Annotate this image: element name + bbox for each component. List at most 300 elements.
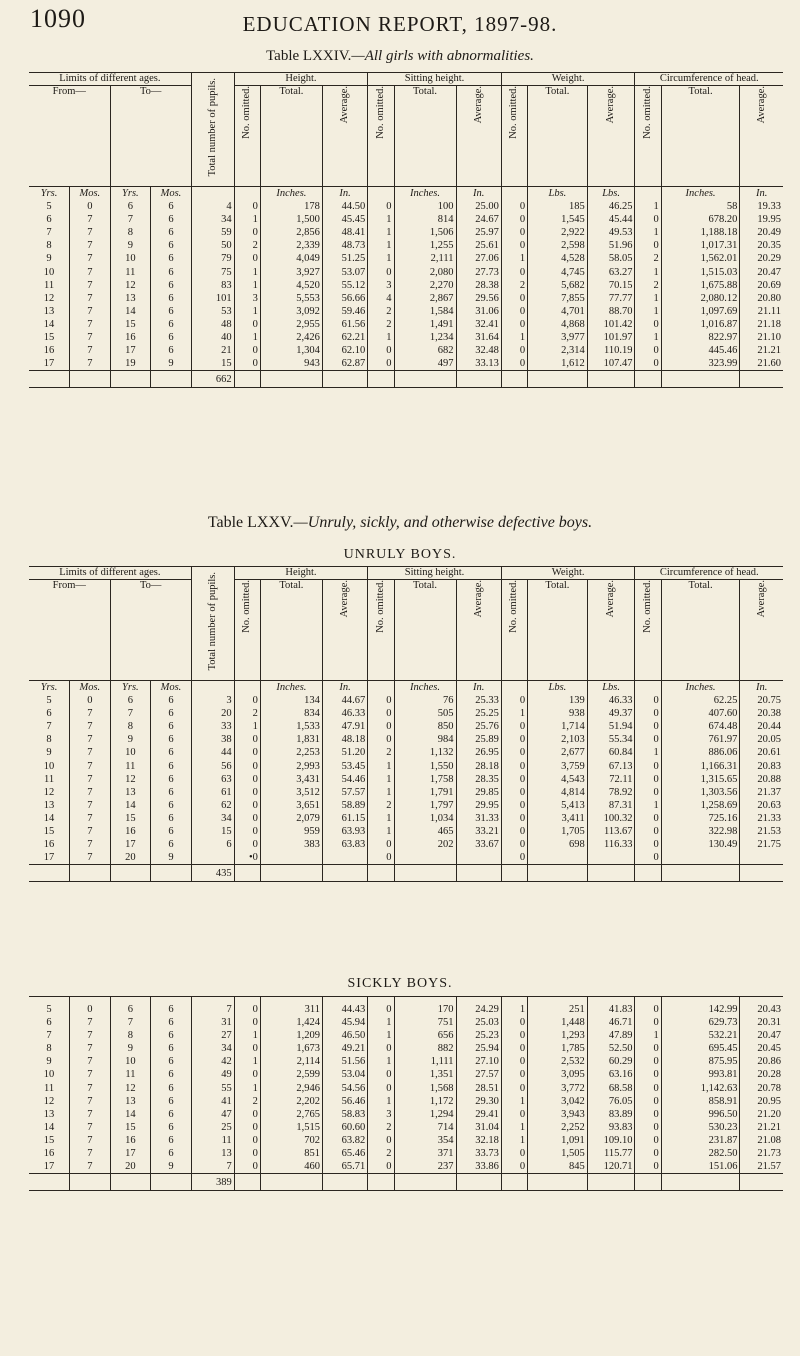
table-cell: 10 [43, 1069, 55, 1081]
table-cell: 5,413 [528, 799, 588, 812]
table-cell: 1,785 [528, 1042, 588, 1055]
table-cell: 48.18 [322, 733, 367, 746]
table-cell: 33.86 [456, 1160, 501, 1174]
table-cell: 25.94 [456, 1042, 501, 1055]
table-cell: 93.83 [587, 1121, 635, 1134]
table-cell: 6 [151, 720, 192, 733]
table-cell: 65.71 [322, 1160, 367, 1174]
table-cell: 1 [368, 786, 394, 799]
table-cell: 1 [501, 707, 527, 720]
table-cell: 58.89 [322, 799, 367, 812]
table-cell: 0 [635, 1042, 661, 1055]
table-cell: 0 [368, 1160, 394, 1174]
table-row [29, 1003, 783, 1016]
table-cell: 48.41 [322, 226, 367, 239]
table-cell: 2,993 [260, 760, 322, 773]
table-cell: 21.37 [740, 786, 783, 799]
table-cell: 20 [191, 707, 234, 720]
table-row [29, 239, 783, 252]
table-cell: 4,814 [528, 786, 588, 799]
table-cell: 0 [368, 1082, 394, 1095]
table-cell: 1,209 [260, 1029, 322, 1042]
table-cell: 0 [501, 694, 527, 707]
table-cell: 7 [70, 733, 111, 746]
table-cell: 0 [501, 1147, 527, 1160]
table-cell: 25.25 [456, 707, 501, 720]
table-cell: 24.29 [456, 1003, 501, 1016]
table-cell: 51.20 [322, 746, 367, 759]
table-cell: 2,867 [394, 292, 456, 305]
table-cell: 20.31 [740, 1016, 783, 1029]
table-cell: 87.31 [587, 799, 635, 812]
table-cell: 6 [151, 1068, 192, 1081]
table-cell: 0 [635, 239, 661, 252]
table-cell [29, 1174, 70, 1191]
table-cell: 0 [501, 1082, 527, 1095]
table-cell: 0 [635, 720, 661, 733]
table-cell: 1,315.65 [661, 773, 740, 786]
table-row [29, 200, 783, 213]
table-cell: 1,584 [394, 305, 456, 318]
table-cell: 2 [501, 279, 527, 292]
table-cell: 33.67 [456, 838, 501, 851]
total-row [29, 1174, 783, 1191]
table-cell: 0 [635, 707, 661, 720]
table-cell [70, 865, 111, 882]
table-cell: 20.88 [740, 773, 783, 786]
table-cell: 21.20 [740, 1108, 783, 1121]
table-cell: 1,831 [260, 733, 322, 746]
table-cell: 14 [43, 318, 55, 330]
table-cell: 5 [46, 1004, 52, 1015]
table-cell: 3 [368, 279, 394, 292]
table-cell: 32.41 [456, 318, 501, 331]
table-cell: 12 [43, 786, 55, 798]
table-cell: 46.71 [587, 1016, 635, 1029]
table-row [29, 1095, 783, 1108]
table-cell: 107.47 [587, 357, 635, 371]
unit-label: In. [322, 187, 367, 201]
table-cell [661, 851, 740, 865]
table-cell: 0 [635, 825, 661, 838]
no-omitted-header: No. omitted. [635, 86, 661, 187]
table-cell: 0 [70, 1003, 111, 1016]
table-cell: 3,943 [528, 1108, 588, 1121]
table-cell: 116.33 [587, 838, 635, 851]
table-cell [110, 371, 151, 388]
table-cell: 17 [110, 344, 151, 357]
table-cell: 101.97 [587, 331, 635, 344]
total-header: Total. [661, 86, 740, 187]
table-cell: 45.44 [587, 213, 635, 226]
table-cell: 850 [394, 720, 456, 733]
table-cell: 7 [70, 292, 111, 305]
table-cell: 41 [191, 1095, 234, 1108]
table-cell: 62.25 [661, 694, 740, 707]
total-header: Total. [260, 580, 322, 681]
table-cell: 15 [191, 357, 234, 371]
from-header: From— [29, 580, 110, 681]
table-cell: 11 [110, 760, 151, 773]
table-cell: 1,612 [528, 357, 588, 371]
table-cell: 7 [110, 213, 151, 226]
table-cell: 7 [70, 279, 111, 292]
table-cell: 13 [191, 1147, 234, 1160]
table-cell: 886.06 [661, 746, 740, 759]
table-cell: 6 [151, 1134, 192, 1147]
table-cell [456, 865, 501, 882]
table-cell: 20.78 [740, 1082, 783, 1095]
table-cell [587, 371, 635, 388]
table-cell [661, 1174, 740, 1191]
table-cell: 984 [394, 733, 456, 746]
table-cell [110, 865, 151, 882]
table-cell: 8 [46, 1043, 52, 1055]
table-unruly-boys [29, 566, 783, 882]
no-omitted-header: No. omitted. [234, 580, 260, 681]
table-cell: 10 [110, 252, 151, 265]
unit-label: Inches. [260, 187, 322, 201]
table-cell: 0 [368, 838, 394, 851]
table-cell: 0 [501, 226, 527, 239]
table-cell: 9 [46, 1056, 52, 1068]
table-cell: 996.50 [661, 1108, 740, 1121]
table-cell [635, 1174, 661, 1191]
table-cell: 0 [635, 1134, 661, 1147]
table-cell: 6 [151, 305, 192, 318]
table-cell: 40 [191, 331, 234, 344]
table-cell: 7 [191, 1003, 234, 1016]
unit-label [501, 187, 527, 201]
table-cell: 7 [70, 213, 111, 226]
table-cell: 3,772 [528, 1082, 588, 1095]
table-cell: 0 [368, 266, 394, 279]
table-cell: 0 [635, 1108, 661, 1121]
table-row [29, 344, 783, 357]
table-cell: 1,673 [260, 1042, 322, 1055]
table-cell: 7 [46, 227, 52, 239]
table-cell: 1,142.63 [661, 1082, 740, 1095]
table-cell: 0 [501, 200, 527, 213]
table-row [29, 707, 783, 720]
table-cell: 714 [394, 1121, 456, 1134]
unit-label: Yrs. [110, 681, 151, 695]
to-header: To— [110, 86, 191, 187]
table-cell: 1,758 [394, 773, 456, 786]
table-cell: 6 [151, 799, 192, 812]
table-cell: 814 [394, 213, 456, 226]
table-cell: 1,705 [528, 825, 588, 838]
table-cell: 1,234 [394, 331, 456, 344]
table-cell: 0 [501, 357, 527, 371]
table-row [29, 773, 783, 786]
table-cell: 7 [70, 1121, 111, 1134]
unit-label [191, 187, 234, 201]
table-cell: 1 [368, 331, 394, 344]
total-row [29, 865, 783, 882]
no-omitted-header: No. omitted. [368, 580, 394, 681]
unit-label: In. [456, 681, 501, 695]
table-cell: 151.06 [661, 1160, 740, 1174]
table-cell: 1,111 [394, 1055, 456, 1068]
table-cell: 6 [151, 1055, 192, 1068]
table-cell: 13 [43, 305, 55, 317]
table-cell: 993.81 [661, 1068, 740, 1081]
table-cell: 1,550 [394, 760, 456, 773]
table-cell: 0 [501, 812, 527, 825]
table-cell: 1,255 [394, 239, 456, 252]
unit-label: Lbs. [528, 681, 588, 695]
table-cell: 0 [635, 1082, 661, 1095]
unit-label: Inches. [661, 187, 740, 201]
table-cell: 0 [501, 1055, 527, 1068]
table-cell: 20.28 [740, 1068, 783, 1081]
table-cell: 8 [110, 1029, 151, 1042]
table-cell: 6 [110, 200, 151, 213]
unit-label: Lbs. [587, 681, 635, 695]
table-cell [260, 371, 322, 388]
table-cell: 2,253 [260, 746, 322, 759]
table-cell: 12 [43, 292, 55, 304]
table-cell: 16 [43, 839, 55, 851]
from-header: From— [29, 86, 110, 187]
table-cell: 7 [70, 838, 111, 851]
average-header: Average. [740, 86, 783, 187]
table-cell: 1 [368, 1095, 394, 1108]
table-cell: 7 [70, 1082, 111, 1095]
table-cell: 0 [368, 720, 394, 733]
table-cell: 27 [191, 1029, 234, 1042]
table-cell: 311 [260, 1003, 322, 1016]
table-row [29, 838, 783, 851]
table-cell: 1 [234, 1082, 260, 1095]
table-cell: 20.05 [740, 733, 783, 746]
no-omitted-header: No. omitted. [501, 86, 527, 187]
table-cell: 11 [191, 1134, 234, 1147]
total-pupils-header [191, 73, 234, 187]
table-cell: 6 [110, 1003, 151, 1016]
table-cell: 15 [110, 318, 151, 331]
table-cell: 9 [110, 733, 151, 746]
table-cell: 6 [151, 773, 192, 786]
table-cell: 15 [110, 812, 151, 825]
table-cell: 15 [43, 332, 55, 344]
unit-label: Yrs. [110, 187, 151, 201]
table-cell: 1 [368, 825, 394, 838]
table-cell [635, 865, 661, 882]
table-cell: 46.50 [322, 1029, 367, 1042]
table-cell: 7 [70, 1016, 111, 1029]
table-row [29, 226, 783, 239]
table-row [29, 331, 783, 344]
table-cell [260, 1174, 322, 1191]
table-cell: 13 [110, 786, 151, 799]
table-cell [394, 1174, 456, 1191]
table-cell [29, 371, 70, 388]
table-cell: 33 [191, 720, 234, 733]
table-cell: 134 [260, 694, 322, 707]
table-cell: 1,568 [394, 1082, 456, 1095]
table-cell: 7 [70, 1042, 111, 1055]
table-cell: 0 [368, 1042, 394, 1055]
table-cell: 76 [394, 694, 456, 707]
table1-label: Table LXXIV. [266, 48, 352, 64]
table-cell: 1 [234, 720, 260, 733]
table-cell: 24.67 [456, 213, 501, 226]
table-cell [501, 865, 527, 882]
table-cell: 76.05 [587, 1095, 635, 1108]
table-cell: 51.94 [587, 720, 635, 733]
table-cell: 16 [43, 345, 55, 357]
table-cell: 113.67 [587, 825, 635, 838]
table-cell: 0 [635, 773, 661, 786]
table-cell [368, 371, 394, 388]
table-cell: 0 [234, 733, 260, 746]
table-cell: 0 [635, 851, 661, 865]
table-cell: 1 [234, 1029, 260, 1042]
table-cell: 0 [501, 1016, 527, 1029]
table-cell: 110.19 [587, 344, 635, 357]
table-cell: 4,528 [528, 252, 588, 265]
table-cell: 10 [110, 746, 151, 759]
table-cell: 7 [70, 305, 111, 318]
table-row [29, 1029, 783, 1042]
table-cell: 88.70 [587, 305, 635, 318]
table-cell: 63.16 [587, 1068, 635, 1081]
table-cell: 6 [151, 812, 192, 825]
table-cell: 2,426 [260, 331, 322, 344]
total-header: Total. [260, 86, 322, 187]
table-cell: 0 [368, 200, 394, 213]
table-cell [528, 1174, 588, 1191]
table-cell: 3,927 [260, 266, 322, 279]
table-row [29, 1068, 783, 1081]
table-cell: 0 [501, 266, 527, 279]
table-cell: 19.95 [740, 213, 783, 226]
table-cell: 0 [501, 746, 527, 759]
table-cell: 49.53 [587, 226, 635, 239]
table-cell: 63.82 [322, 1134, 367, 1147]
table-cell: 0 [501, 1068, 527, 1081]
unruly-boys-heading: UNRULY BOYS. [343, 547, 457, 562]
height-header: Height. [234, 567, 368, 580]
table-cell: 12 [110, 279, 151, 292]
unit-label [234, 187, 260, 201]
table-cell: 29.85 [456, 786, 501, 799]
table-cell: •0 [234, 851, 260, 865]
table-cell: 0 [635, 318, 661, 331]
table-cell: 1,506 [394, 226, 456, 239]
table-cell: 25 [191, 1121, 234, 1134]
table-cell: 6 [46, 214, 52, 226]
total-pupils-value: 662 [191, 371, 234, 388]
table-cell: 1 [368, 226, 394, 239]
table-cell: 25.61 [456, 239, 501, 252]
table-cell: 49 [191, 1068, 234, 1081]
table-cell: 32.48 [456, 344, 501, 357]
average-header: Average. [587, 86, 635, 187]
table-cell: 28.18 [456, 760, 501, 773]
table-cell: 21.57 [740, 1160, 783, 1174]
table-cell: 6 [110, 694, 151, 707]
table-cell: 3,431 [260, 773, 322, 786]
table-cell: 938 [528, 707, 588, 720]
table-girls-abnormalities [29, 72, 783, 388]
table-cell [528, 865, 588, 882]
unit-label: Mos. [151, 681, 192, 695]
table-cell: 237 [394, 1160, 456, 1174]
table-cell: 1,515.03 [661, 266, 740, 279]
table-cell: 21.18 [740, 318, 783, 331]
table-cell [501, 371, 527, 388]
table-cell: 282.50 [661, 1147, 740, 1160]
table-cell: 698 [528, 838, 588, 851]
table-cell: 6 [151, 733, 192, 746]
table-cell: 1 [635, 746, 661, 759]
table-cell: 1 [234, 266, 260, 279]
table-cell: 6 [151, 279, 192, 292]
table-cell: 21.21 [740, 1121, 783, 1134]
table-cell: 41.83 [587, 1003, 635, 1016]
table-cell: 7 [70, 786, 111, 799]
limits-header: Limits of different ages. [29, 567, 191, 580]
table-cell: 21.21 [740, 344, 783, 357]
table-cell: 44.50 [322, 200, 367, 213]
table-cell: 185 [528, 200, 588, 213]
table-row [29, 746, 783, 759]
table-row [29, 812, 783, 825]
table-cell: 21.10 [740, 331, 783, 344]
table-cell: 1,166.31 [661, 760, 740, 773]
table-row [29, 357, 783, 371]
table-cell: 31.04 [456, 1121, 501, 1134]
table-cell: 0 [234, 1016, 260, 1029]
table-cell: 2 [368, 746, 394, 759]
table-cell: 11 [110, 266, 151, 279]
table-cell: 1 [368, 1016, 394, 1029]
table-cell: 1,515 [260, 1121, 322, 1134]
table-cell: 29.56 [456, 292, 501, 305]
table-cell: 55.12 [322, 279, 367, 292]
table-cell: 20 [110, 1160, 151, 1174]
table-cell [234, 865, 260, 882]
table-cell: 54.46 [322, 773, 367, 786]
table-cell: 50 [191, 239, 234, 252]
table-row [29, 1016, 783, 1029]
table-cell: 0 [234, 1134, 260, 1147]
unit-label: In. [322, 681, 367, 695]
table-cell: 0 [635, 1068, 661, 1081]
table-cell: 0 [234, 786, 260, 799]
table-row [29, 213, 783, 226]
table-cell: 4 [368, 292, 394, 305]
table-cell: 0 [368, 851, 394, 865]
table-cell: 31.06 [456, 305, 501, 318]
table-cell: 20.95 [740, 1095, 783, 1108]
average-header: Average. [322, 580, 367, 681]
table-cell: 2,270 [394, 279, 456, 292]
table-cell [661, 371, 740, 388]
table-cell: 83 [191, 279, 234, 292]
table-cell: 1 [635, 266, 661, 279]
table-cell: 0 [234, 773, 260, 786]
table-cell: 51.96 [587, 239, 635, 252]
table-cell: 0 [234, 200, 260, 213]
table-cell: 2,599 [260, 1068, 322, 1081]
table-cell: 7 [70, 1095, 111, 1108]
table-cell: 4 [191, 200, 234, 213]
table-cell: 0 [501, 305, 527, 318]
